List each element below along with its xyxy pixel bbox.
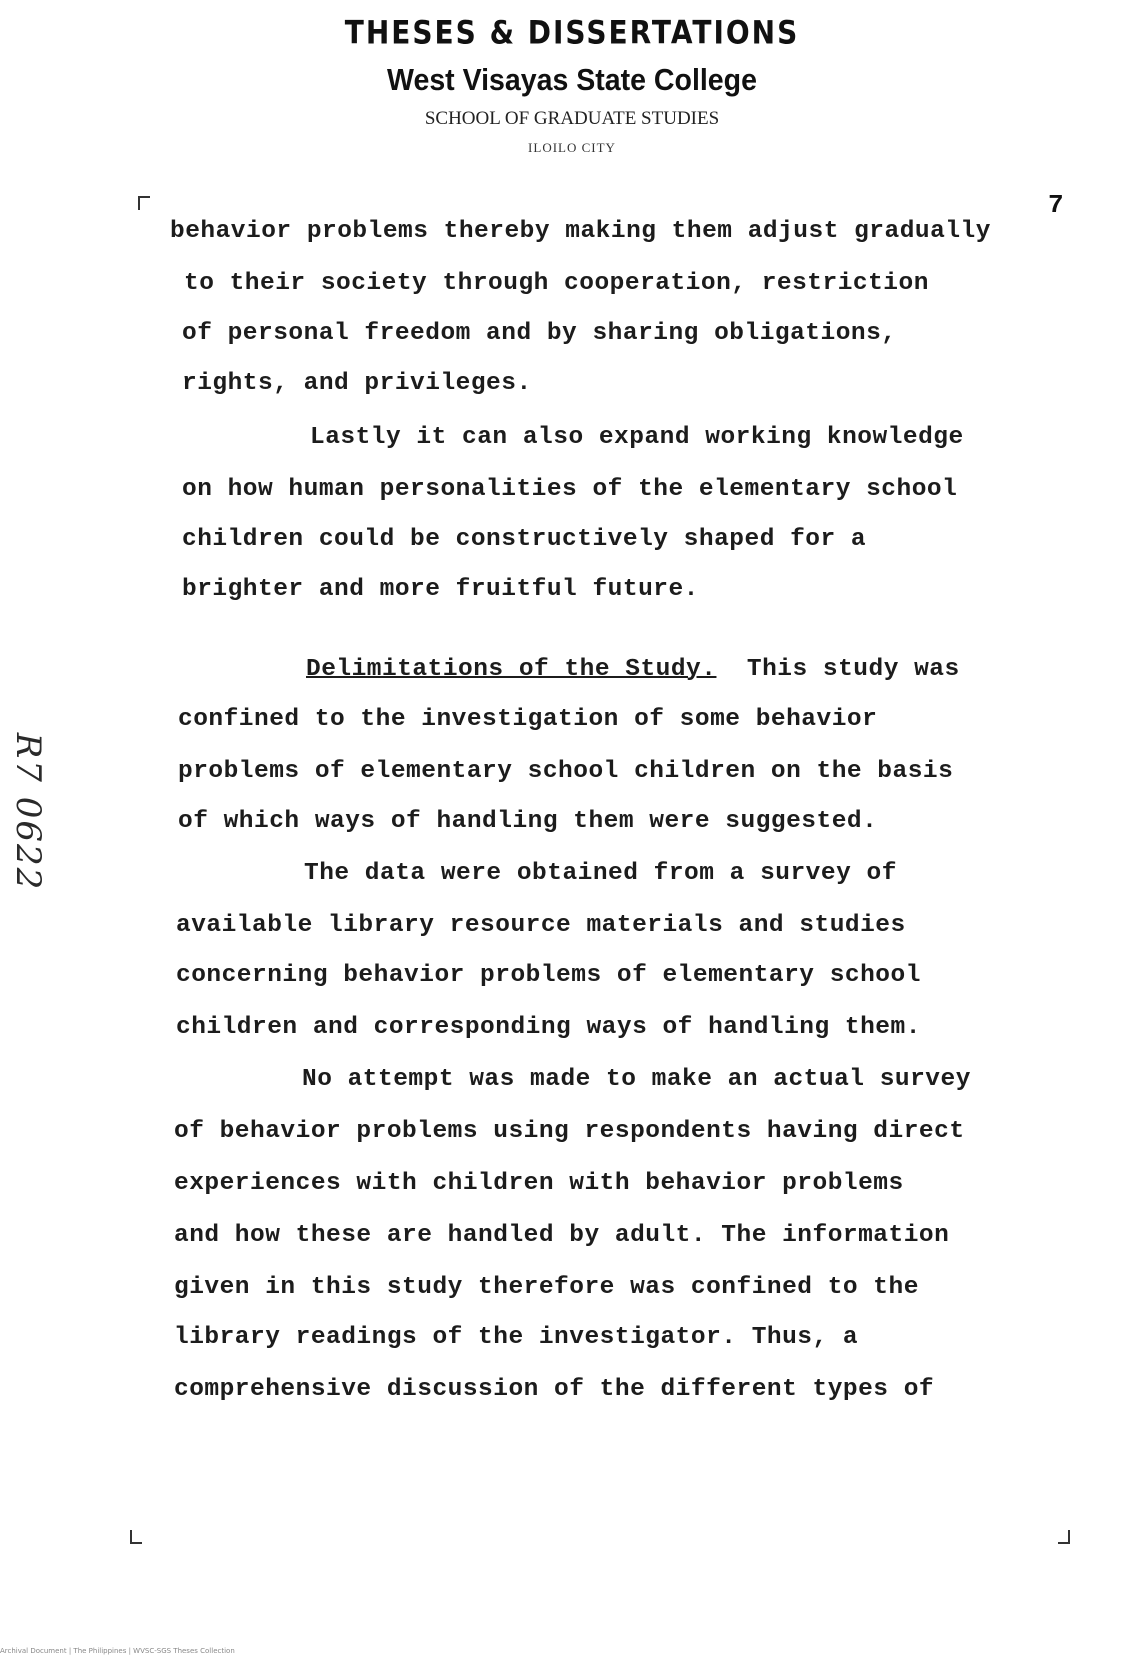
section-heading-line bbox=[306, 656, 960, 683]
section-heading: Delimitations of the Study. bbox=[306, 656, 717, 683]
text-line: library readings of the investigator. Thus, a bbox=[174, 1324, 859, 1351]
text-line: problems of elementary school children on the basis bbox=[178, 758, 954, 785]
crop-mark-top-left bbox=[138, 196, 150, 210]
text-line: given in this study therefore was confined to the bbox=[174, 1274, 919, 1301]
text-line: on how human personalities of the elementary school bbox=[182, 476, 958, 503]
text-line: confined to the investigation of some behavior bbox=[178, 706, 878, 733]
handwritten-margin-note: R7 0622 bbox=[8, 732, 48, 892]
scan-footer-note: Archival Document | The Philippines | WVSC-SGS Theses Collection bbox=[0, 1647, 235, 1655]
text-line: children and corresponding ways of handling them. bbox=[176, 1014, 921, 1041]
text-line: of behavior problems using respondents having direct bbox=[174, 1118, 965, 1145]
crop-mark-bottom-left bbox=[130, 1530, 142, 1544]
text-line: children could be constructively shaped for a bbox=[182, 526, 867, 553]
text-line: Lastly it can also expand working knowledge bbox=[310, 424, 964, 451]
text-line: behavior problems thereby making them adjust gradually bbox=[170, 218, 991, 245]
text-line: of which ways of handling them were suggested. bbox=[178, 808, 878, 835]
text-line: available library resource materials and studies bbox=[176, 912, 906, 939]
text-line: to their society through cooperation, restriction bbox=[184, 270, 929, 297]
text-line: No attempt was made to make an actual survey bbox=[302, 1066, 971, 1093]
text-line: and how these are handled by adult. The information bbox=[174, 1222, 950, 1249]
text-line: comprehensive discussion of the different types of bbox=[174, 1376, 935, 1403]
heading-sentence-start: This study was bbox=[746, 656, 960, 683]
header-school-name: SCHOOL OF GRADUATE STUDIES bbox=[424, 108, 720, 129]
text-line: of personal freedom and by sharing obligations, bbox=[182, 320, 897, 347]
header-theses-stamp: THESES & DISSERTATIONS bbox=[344, 13, 800, 52]
text-line: brighter and more fruitful future. bbox=[182, 576, 699, 603]
header-college-name: West Visayas State College bbox=[387, 62, 757, 97]
text-line: rights, and privileges. bbox=[182, 370, 532, 397]
crop-mark-bottom-right bbox=[1058, 1530, 1070, 1544]
text-line: concerning behavior problems of elementary school bbox=[176, 962, 921, 989]
text-line: experiences with children with behavior problems bbox=[174, 1170, 904, 1197]
text-line: The data were obtained from a survey of bbox=[304, 860, 897, 887]
header-city: ILOILO CITY bbox=[528, 140, 616, 155]
page-number: 7 bbox=[1048, 190, 1064, 220]
